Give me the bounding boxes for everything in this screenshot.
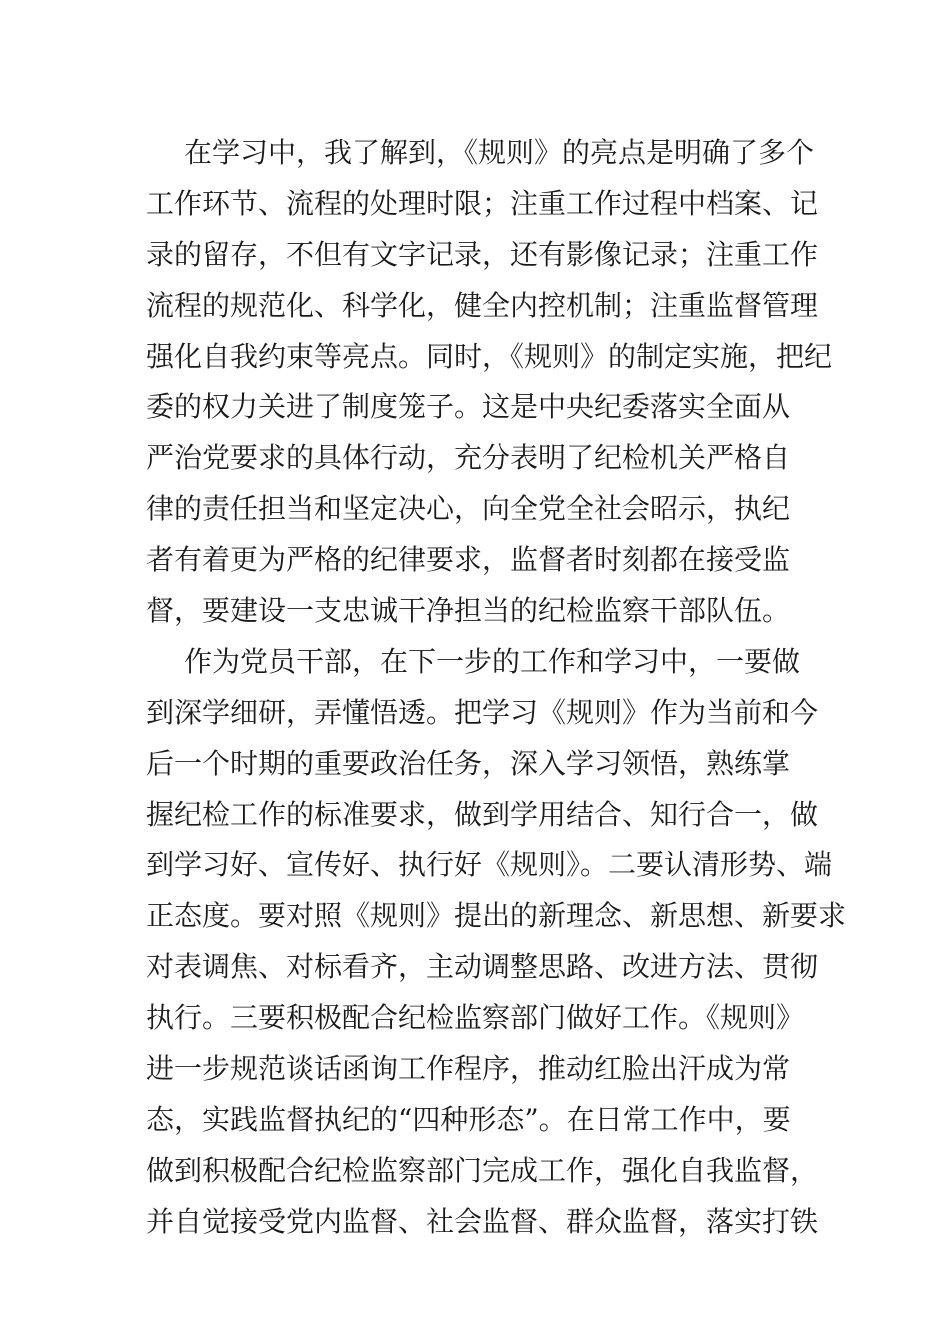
paragraph-line: 对表调焦、对标看齐，主动调整思路、改进方法、贯彻	[146, 950, 819, 984]
paragraph-line: 律的责任担当和坚定决心，向全党全社会昭示，执纪	[146, 492, 791, 526]
paragraph-line: 在学习中，我了解到，《规则》的亮点是明确了多个	[184, 136, 815, 169]
paragraph-line: 工作环节、流程的处理时限；注重工作过程中档案、记	[146, 186, 819, 220]
paragraph-line: 者有着更为严格的纪律要求，监督者时刻都在接受监	[146, 543, 791, 577]
paragraph-line: 强化自我约束等亮点。同时，《规则》的制定实施，把纪	[146, 339, 833, 373]
paragraph-line: 录的留存，不但有文字记录，还有影像记录；注重工作	[146, 237, 819, 271]
paragraph-line: 执行。三要积极配合纪检监察部门做好工作。《规则》	[146, 1001, 805, 1035]
paragraph-line: 做到积极配合纪检监察部门完成工作，强化自我监督，	[146, 1153, 819, 1187]
paragraph-line: 到学习好、宣传好、执行好《规则》。二要认清形势、端	[146, 848, 833, 882]
paragraph-line: 委的权力关进了制度笼子。这是中央纪委落实全面从	[146, 390, 791, 424]
paragraph-line: 作为党员干部，在下一步的工作和学习中，一要做	[184, 644, 801, 678]
paragraph-line: 进一步规范谈话函询工作程序，推动红脸出汗成为常	[146, 1052, 791, 1086]
paragraph-line: 握纪检工作的标准要求，做到学用结合、知行合一，做	[146, 797, 819, 831]
paragraph-1	[146, 128, 833, 637]
paragraph-line: 态，实践监督执纪的“四种形态”。在日常工作中，要	[146, 1102, 791, 1136]
paragraph-2	[146, 637, 847, 1248]
document-body	[146, 128, 847, 1248]
paragraph-line: 流程的规范化、科学化，健全内控机制；注重监督管理	[146, 288, 819, 322]
paragraph-line: 正态度。要对照《规则》提出的新理念、新思想、新要求	[146, 899, 847, 933]
paragraph-line: 督，要建设一支忠诚干净担当的纪检监察干部队伍。	[146, 594, 791, 628]
paragraph-line: 到深学细研，弄懂悟透。把学习《规则》作为当前和今	[146, 695, 819, 729]
paragraph-line: 并自觉接受党内监督、社会监督、群众监督，落实打铁	[146, 1204, 819, 1238]
paragraph-line: 后一个时期的重要政治任务，深入学习领悟，熟练掌	[146, 746, 791, 780]
paragraph-line: 严治党要求的具体行动，充分表明了纪检机关严格自	[146, 441, 791, 475]
